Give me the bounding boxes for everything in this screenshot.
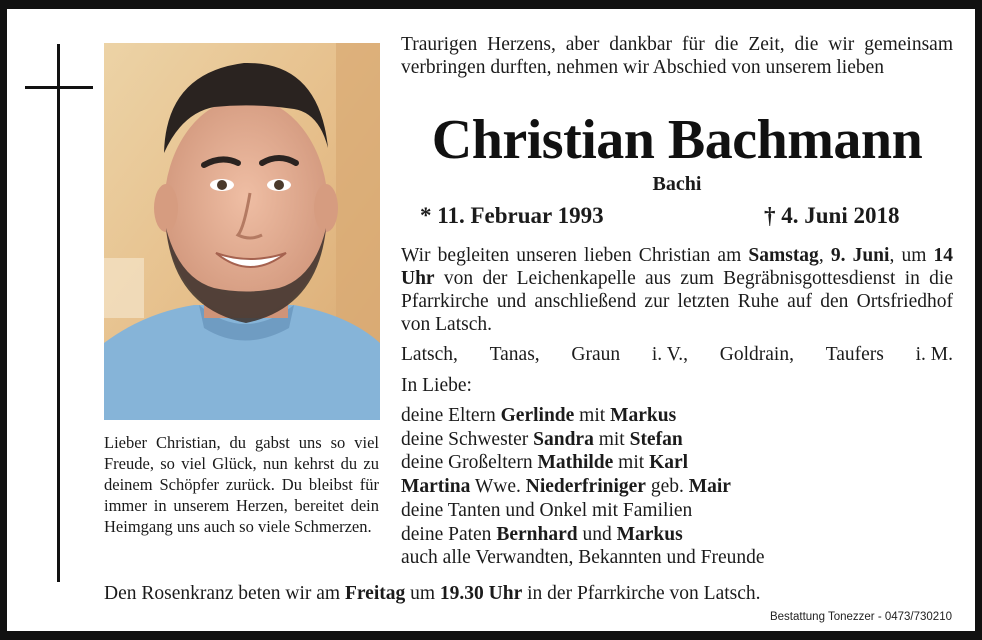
birth-date: * 11. Februar 1993 <box>420 203 604 228</box>
family-text: deine Tanten und Onkel mit Familien <box>401 499 693 521</box>
place-word: Taufers <box>825 344 884 365</box>
place-word: Latsch, <box>401 344 458 365</box>
family-name: Gerlinde <box>500 405 575 426</box>
family-text: Wwe. <box>470 476 526 498</box>
family-text: deine Schwester <box>401 428 534 450</box>
place-word: Graun <box>571 344 621 365</box>
family-name: Bernhard <box>496 523 578 545</box>
family-row <box>401 428 956 452</box>
deceased-nickname: Bachi <box>652 173 702 195</box>
family-row <box>401 475 956 499</box>
rosary-time: 19.30 Uhr <box>439 583 523 604</box>
death-date: † 4. Juni 2018 <box>764 203 900 228</box>
funeral-time: 14 Uhr <box>401 245 954 289</box>
rosary-text-1: Den Rosenkranz beten wir am <box>104 583 345 604</box>
portrait-image <box>104 43 380 420</box>
family-name: Niederfriniger <box>525 476 646 498</box>
funeral-announcement <box>401 244 953 336</box>
funeral-date: 9. Juni <box>830 245 890 266</box>
family-text: mit <box>613 452 650 474</box>
memorial-quote <box>104 432 379 537</box>
family-text: deine Eltern <box>401 405 501 426</box>
funeral-paragraph <box>401 244 953 336</box>
cross-icon-bar <box>25 86 93 89</box>
family-row <box>401 451 956 475</box>
family-name: Martina <box>401 476 471 498</box>
family-name: Markus <box>616 523 683 545</box>
intro-paragraph: Traurigen Herzens, aber dankbar für die Zeit, die wir gemeinsam verbringen durften, nehmen wir Abschied von unserem lieben <box>401 34 953 78</box>
family-row <box>401 499 956 523</box>
family-name: Mair <box>688 476 731 498</box>
rosary-day: Freitag <box>344 583 406 604</box>
family-row <box>401 404 956 428</box>
family-name: Sandra <box>533 428 594 450</box>
family-text: auch alle Verwandten, Bekannten und Freunde <box>401 547 765 569</box>
family-text: geb. <box>645 476 689 498</box>
family-list <box>401 404 956 570</box>
funeral-text-2: , <box>818 245 831 266</box>
family-name: Mathilde <box>537 452 614 474</box>
funeral-text-1: Wir begleiten unseren lieben Christian am <box>401 245 749 266</box>
deceased-name: Christian Bachmann <box>431 109 923 171</box>
intro-text <box>401 33 953 79</box>
family-row <box>401 523 956 547</box>
family-text: mit <box>593 428 630 450</box>
cross-icon <box>57 44 60 582</box>
family-name: Markus <box>610 405 677 426</box>
funeral-day: Samstag <box>748 245 819 266</box>
funeral-home-credit: Bestattung Tonezzer - 0473/730210 <box>769 611 952 623</box>
funeral-text-3: , um <box>889 245 934 266</box>
family-text: mit <box>574 405 611 426</box>
family-text: deine Paten <box>401 523 497 545</box>
family-row <box>401 546 956 570</box>
portrait-photo <box>104 43 380 420</box>
funeral-text-4: von der Leichenkapelle aus zum Begräbnisgottesdienst in die Pfarrkirche und anschließend zur letzten Ruhe auf den Ortsfriedhof von Latsch. <box>401 268 953 335</box>
family-name: Stefan <box>629 428 683 450</box>
in-liebe-heading: In Liebe: <box>401 375 472 396</box>
family-text: deine Großeltern <box>401 452 538 474</box>
family-name: Karl <box>649 452 689 474</box>
rosary-text-3: in der Pfarrkirche von Latsch. <box>522 583 761 604</box>
places-line <box>401 343 953 367</box>
rosary-announcement <box>104 582 954 606</box>
quote-text: Lieber Christian, du gabst uns so viel Freude, so viel Glück, nun kehrst du zu deinem Schöpfer zurück. Du bleibst für immer in unserem Herzen, bereitet dein Heimgang uns auch so viele Schmerzen. <box>104 433 379 536</box>
place-word: Goldrain, <box>719 344 794 365</box>
place-word: i. M. <box>915 344 953 365</box>
family-text: und <box>577 523 617 545</box>
place-word: Tanas, <box>489 344 540 365</box>
place-word: i. V., <box>651 344 689 365</box>
rosary-text-2: um <box>405 583 440 604</box>
